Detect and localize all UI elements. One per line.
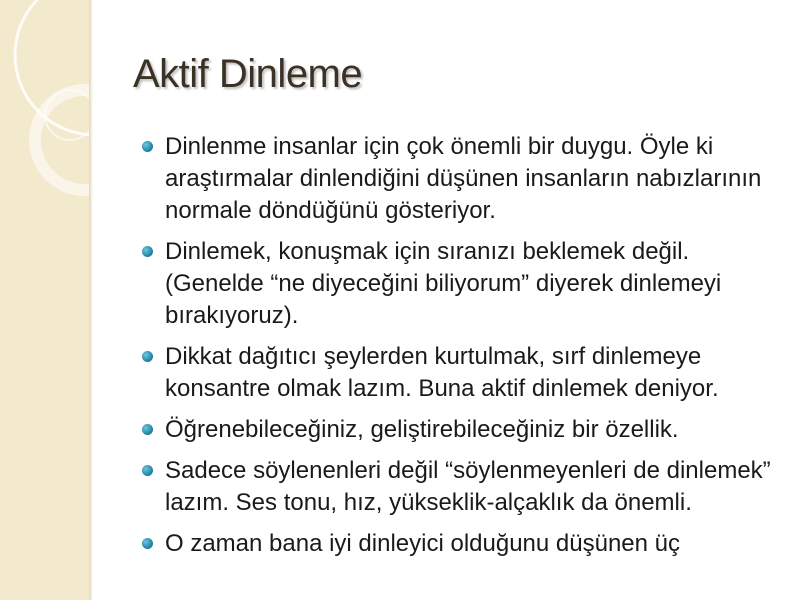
bullet-item (140, 455, 780, 519)
bullet-item (140, 131, 780, 227)
round-bullet-icon (142, 465, 153, 476)
bullet-item (140, 414, 780, 446)
sidebar-panel (0, 0, 90, 600)
round-bullet-icon (142, 246, 153, 257)
bullet-list (140, 131, 780, 569)
bullet-item (140, 236, 780, 332)
bullet-text: Öğrenebileceğiniz, geliştirebileceğiniz bir özellik. (165, 416, 679, 443)
bullet-text: Dikkat dağıtıcı şeylerden kurtulmak, sırf dinlemeye konsantre olmak lazım. Buna aktif dinlemek deniyor. (165, 343, 719, 402)
bullet-text: Sadece söylenenleri değil “söylenmeyenleri de dinlemek” lazım. Ses tonu, hız, yükseklik-alçaklık da önemli. (165, 457, 771, 516)
bullet-text: Dinlemek, konuşmak için sıranızı beklemek değil. (Genelde “ne diyeceğini biliyorum” diyerek dinlemeyi bırakıyoruz). (165, 238, 722, 329)
round-bullet-icon (142, 538, 153, 549)
bullet-item (140, 528, 780, 560)
slide-title: Aktif Dinleme (133, 52, 363, 96)
sidebar-edge (89, 0, 93, 600)
round-bullet-icon (142, 141, 153, 152)
decorative-circles-icon (0, 0, 90, 600)
round-bullet-icon (142, 351, 153, 362)
bullet-text: Dinlenme insanlar için çok önemli bir duygu. Öyle ki araştırmalar dinlendiğini düşünen insanların nabızlarının normale döndüğünü gösteriyor. (165, 133, 762, 224)
bullet-item (140, 341, 780, 405)
round-bullet-icon (142, 424, 153, 435)
bullet-text: O zaman bana iyi dinleyici olduğunu düşünen üç (165, 530, 681, 557)
